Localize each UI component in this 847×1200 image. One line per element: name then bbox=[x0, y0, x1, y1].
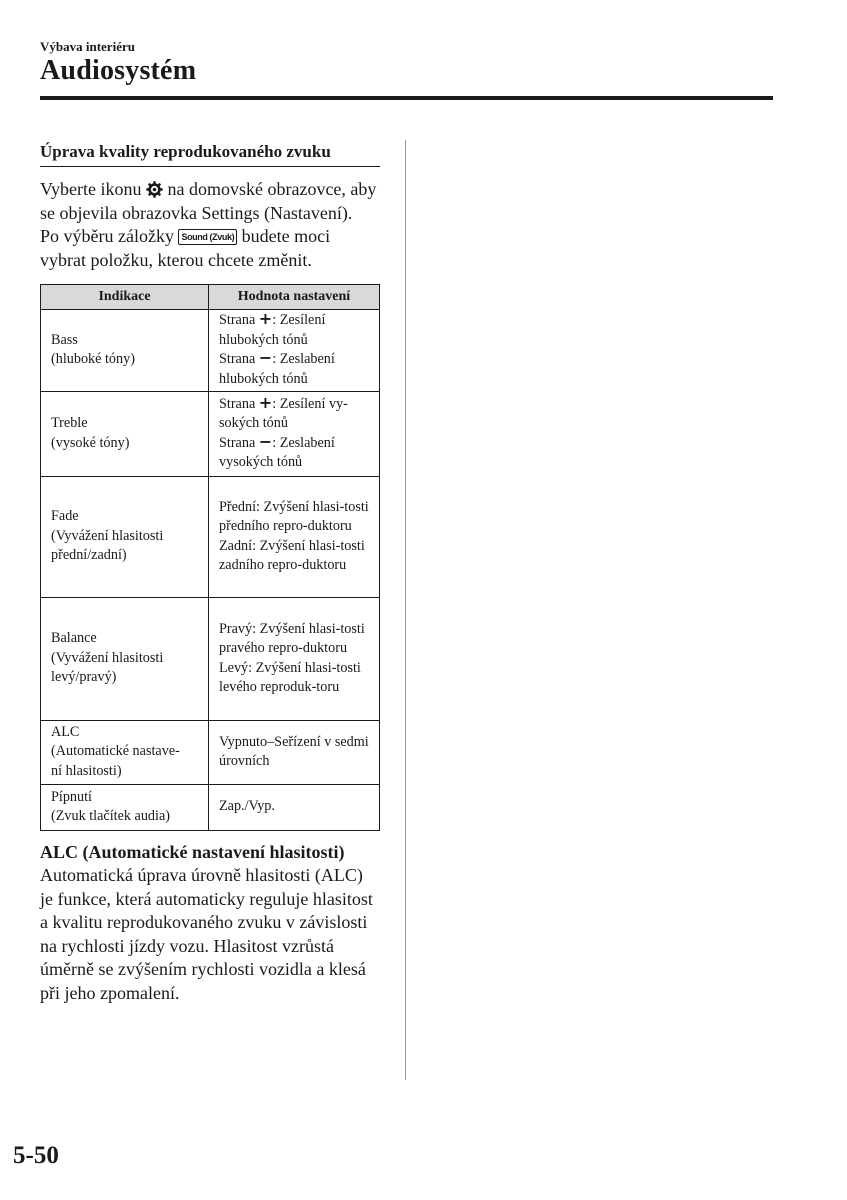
column-divider bbox=[405, 140, 406, 1080]
table-header-hodnota: Hodnota nastavení bbox=[209, 285, 380, 310]
alc-paragraph: Automatická úprava úrovně hlasitosti (ALC) je funkce, která automaticky reguluje hlasitost a kvalitu reprodukovaného zvuku v závislosti na rychlosti jízdy vozu. Hlasitost vzrůstá úměrně se zvýšením rychlosti vozidla a klesá při jeho zpomalení. bbox=[40, 865, 373, 1003]
page-number: 5-50 bbox=[13, 1142, 59, 1169]
hodnota-line: Zap./Vyp. bbox=[219, 798, 275, 815]
table-body bbox=[41, 310, 380, 831]
hodnota-cell bbox=[209, 392, 380, 477]
indikace-line: Bass bbox=[51, 331, 78, 348]
intro-text-1: Vyberte ikonu bbox=[40, 179, 142, 199]
indikace-line: (hluboké tóny) bbox=[51, 351, 135, 367]
indikace-line: ní hlasitosti) bbox=[51, 762, 122, 779]
indikace-line: (Vyvážení hlasitosti bbox=[51, 527, 164, 544]
hodnota-line: Levý: Zvýšení hlasi-tosti levého reproduk-toru bbox=[219, 659, 361, 695]
section-heading: Úprava kvality reprodukovaného zvuku bbox=[40, 142, 380, 167]
plus-icon: + bbox=[258, 309, 273, 328]
minus-icon: − bbox=[258, 431, 273, 451]
hodnota-cell bbox=[209, 785, 380, 831]
indikace-line: (vysoké tóny) bbox=[51, 434, 130, 451]
hodnota-cell bbox=[209, 310, 380, 392]
intro-text-4: budete moci vybrat položku, kterou chcete změnit. bbox=[40, 226, 331, 270]
chapter-label: Výbava interiéru bbox=[40, 39, 135, 54]
settings-table bbox=[40, 284, 380, 831]
indikace-cell bbox=[41, 310, 209, 392]
settings-gear-icon bbox=[146, 181, 163, 198]
hodnota-line: Strana −: Zeslabení hlubokých tónů bbox=[219, 348, 335, 387]
hodnota-cell bbox=[209, 477, 380, 598]
hodnota-line: Strana +: Zesílení vy-sokých tónů bbox=[219, 392, 348, 431]
indikace-line: Fade bbox=[51, 508, 79, 525]
intro-paragraph bbox=[40, 178, 380, 272]
table-header-indikace: Indikace bbox=[41, 285, 209, 310]
hodnota-line: Pravý: Zvýšení hlasi-tosti pravého repro-duktoru bbox=[219, 620, 365, 656]
left-column bbox=[40, 142, 380, 1005]
table-row bbox=[41, 310, 380, 392]
indikace-line: (Automatické nastave- bbox=[51, 743, 180, 760]
hodnota-line: Strana −: Zeslabení vysokých tónů bbox=[219, 431, 335, 470]
minus-icon: − bbox=[258, 348, 273, 367]
hodnota-cell bbox=[209, 721, 380, 785]
table-row bbox=[41, 721, 380, 785]
table-row bbox=[41, 785, 380, 831]
hodnota-line: Strana +: Zesílení hlubokých tónů bbox=[219, 309, 326, 348]
indikace-cell bbox=[41, 785, 209, 831]
page-title: Audiosystém bbox=[40, 55, 197, 86]
indikace-line: Balance bbox=[51, 630, 97, 647]
intro-text-2: na domovské obrazovce, aby se objevila obrazovka Settings (Nastavení). bbox=[40, 179, 377, 223]
table-row bbox=[41, 392, 380, 477]
indikace-line: levý/pravý) bbox=[51, 669, 117, 686]
indikace-line: Pípnutí bbox=[51, 788, 92, 805]
table-row bbox=[41, 477, 380, 598]
intro-text-3: Po výběru záložky bbox=[40, 226, 179, 246]
indikace-line: (Zvuk tlačítek audia) bbox=[51, 808, 170, 824]
hodnota-line: Vypnuto–Seřízení v sedmi úrovních bbox=[219, 733, 369, 769]
indikace-cell bbox=[41, 392, 209, 477]
alc-heading: ALC (Automatické nastavení hlasitosti) bbox=[40, 842, 345, 862]
hodnota-line: Přední: Zvýšení hlasi-tosti předního repro-duktoru bbox=[219, 498, 369, 534]
indikace-line: přední/zadní) bbox=[51, 547, 127, 564]
sound-tab-icon: Sound (Zvuk) bbox=[178, 229, 237, 245]
table-header-row bbox=[41, 285, 380, 310]
indikace-cell bbox=[41, 721, 209, 785]
indikace-line: ALC bbox=[51, 723, 80, 740]
hodnota-line: Zadní: Zvýšení hlasi-tosti zadního repro-duktoru bbox=[219, 537, 365, 573]
indikace-line: Treble bbox=[51, 415, 88, 431]
indikace-cell bbox=[41, 598, 209, 721]
hodnota-cell bbox=[209, 598, 380, 721]
plus-icon: + bbox=[258, 392, 273, 412]
indikace-cell bbox=[41, 477, 209, 598]
table-row bbox=[41, 598, 380, 721]
indikace-line: (Vyvážení hlasitosti bbox=[51, 649, 164, 666]
header-rule bbox=[40, 96, 773, 100]
